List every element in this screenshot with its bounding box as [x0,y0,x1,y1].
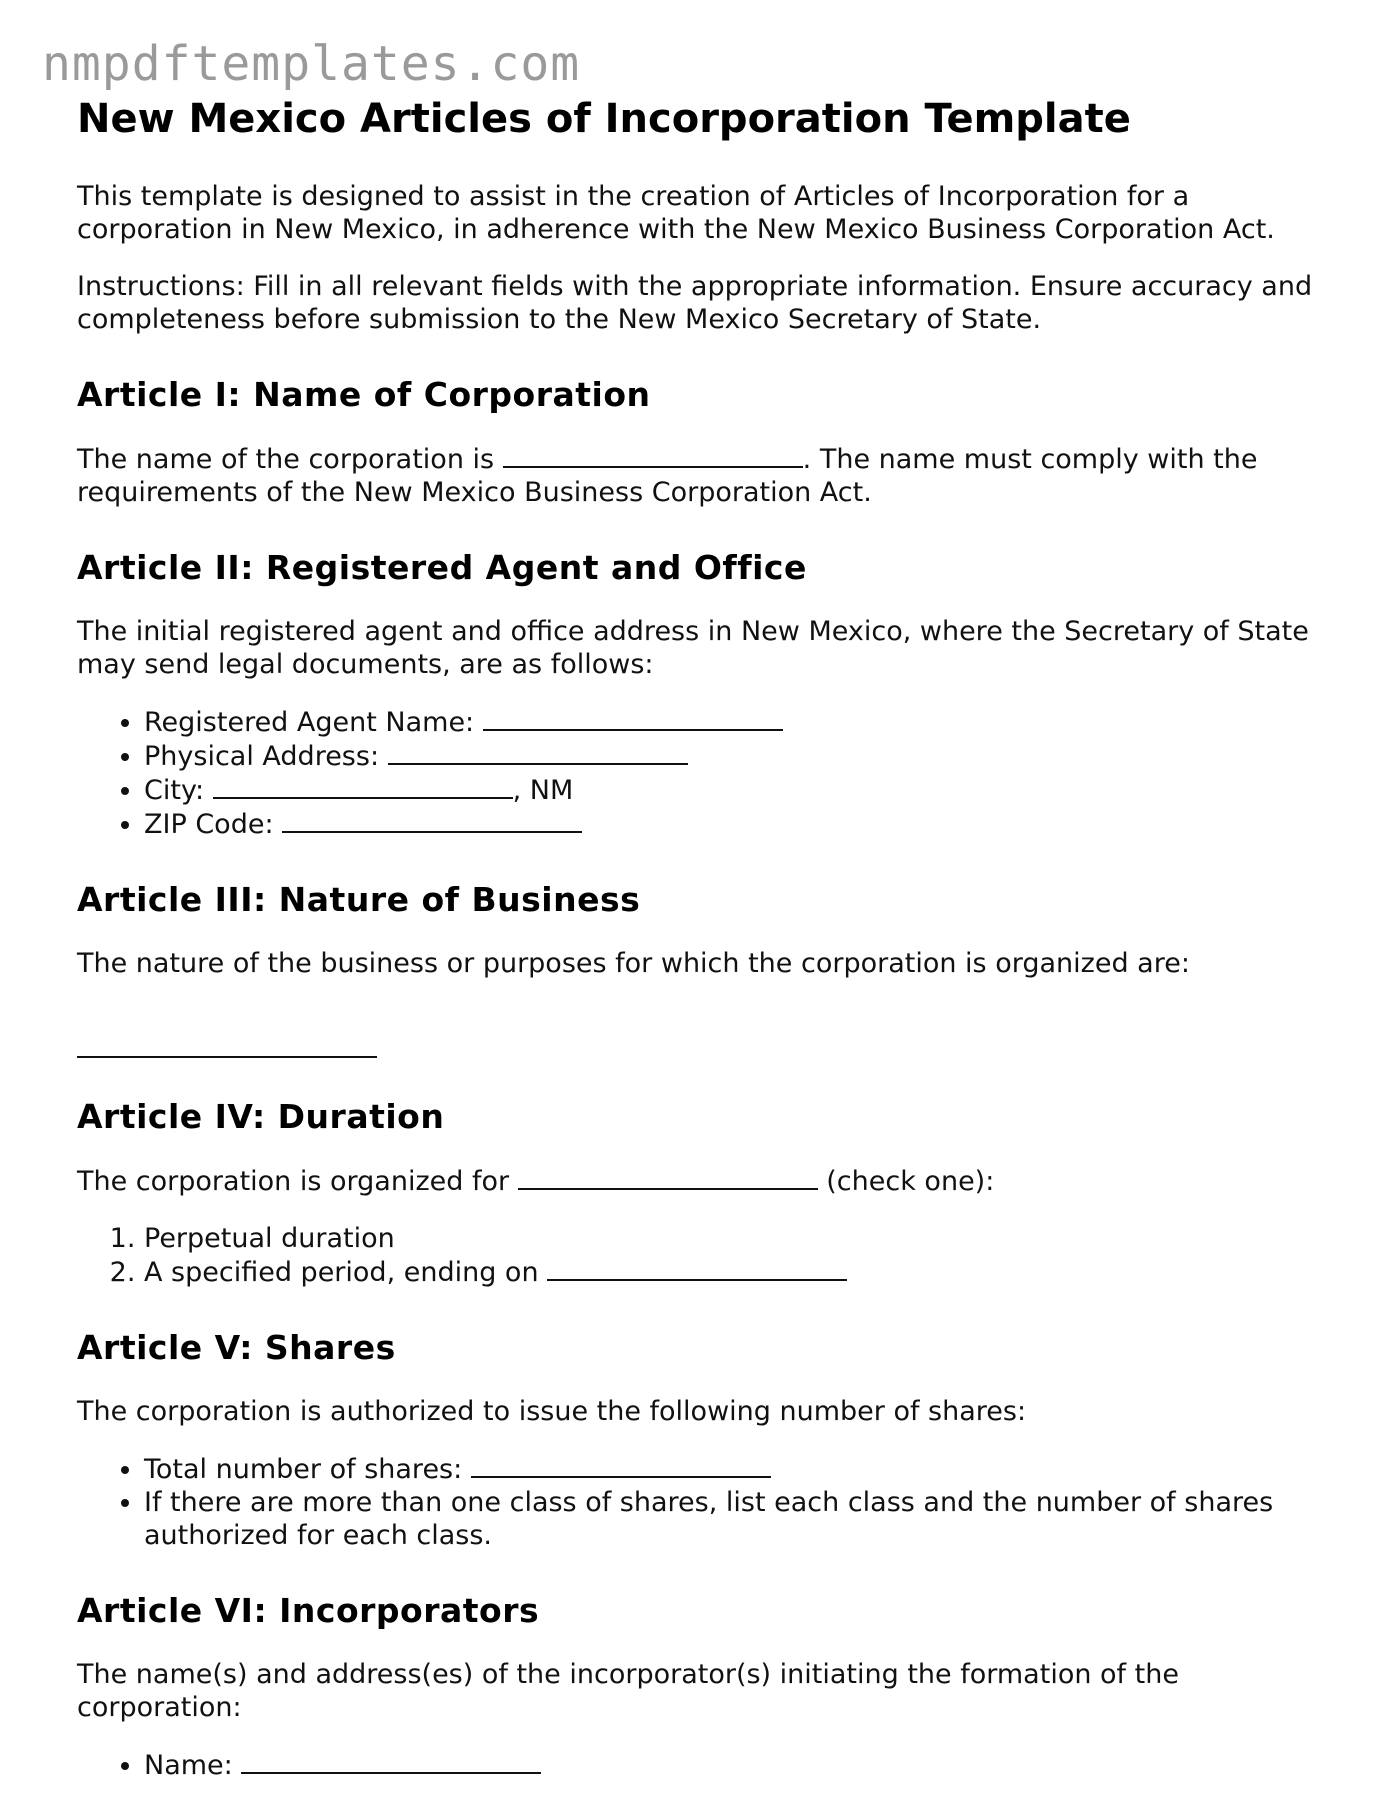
list-item: 1. Perpetual duration [144,1222,1317,1255]
instructions-paragraph: Instructions: Fill in all relevant fields with the appropriate information. Ensure accuracy and completeness before submission to the New Mexico Secretary of State. [77,271,1313,335]
watermark: nmpdftemplates.com [42,36,581,92]
article-1-text: The name of the corporation is . The name must comply with the requirements of the New Mexico Business Corporation Act. [77,443,1258,508]
duration-blank[interactable] [518,1164,818,1190]
article-4-heading: Article IV: Duration [77,1096,445,1136]
end-date-blank[interactable] [547,1255,847,1281]
registered-agent-name-blank[interactable] [483,705,783,731]
article-6-text: The name(s) and address(es) of the incorporator(s) initiating the formation of the corporation: [77,1658,1179,1723]
city-blank[interactable] [213,773,513,799]
article-5-text: The corporation is authorized to issue the following number of shares: [77,1395,1027,1427]
article-4-text: The corporation is organized for (check one): [77,1165,995,1197]
list-item: • City: , NM [144,773,1317,807]
business-purpose-blank[interactable] [77,1022,377,1058]
list-item: • Name: [144,1748,1317,1782]
list-item: • ZIP Code: [144,807,1317,841]
incorporators-list [77,1748,1317,1782]
article-1-heading: Article I: Name of Corporation [77,375,651,414]
article-3-heading: Article III: Nature of Business [77,879,641,919]
list-item: • If there are more than one class of shares, list each class and the number of shares authorized for each class. [144,1486,1317,1552]
list-item: • Physical Address: [144,739,1317,773]
incorporator-name-blank[interactable] [241,1748,541,1774]
list-item: 2. A specified period, ending on [144,1255,1317,1289]
duration-options-list [77,1222,1317,1289]
shares-list [77,1452,1317,1552]
corporation-name-blank[interactable] [503,442,803,468]
zip-code-blank[interactable] [282,807,582,833]
article-6-heading: Article VI: Incorporators [77,1590,540,1630]
intro-paragraph: This template is designed to assist in the creation of Articles of Incorporation for a corporation in New Mexico, in adherence with the New Mexico Business Corporation Act. [77,181,1275,245]
total-shares-blank[interactable] [471,1452,771,1478]
list-item: • Registered Agent Name: [144,705,1317,739]
document-body [77,96,1317,1806]
physical-address-blank[interactable] [388,739,688,765]
article-2-heading: Article II: Registered Agent and Office [77,547,807,587]
page-title: New Mexico Articles of Incorporation Template [77,96,1131,142]
article-5-heading: Article V: Shares [77,1327,396,1367]
article-3-text: The nature of the business or purposes for which the corporation is organized are: [77,947,1190,979]
registered-agent-list [77,705,1317,841]
list-item: • Total number of shares: [144,1452,1317,1486]
article-2-text: The initial registered agent and office address in New Mexico, where the Secretary of State may send legal documents, are as follows: [77,615,1309,680]
